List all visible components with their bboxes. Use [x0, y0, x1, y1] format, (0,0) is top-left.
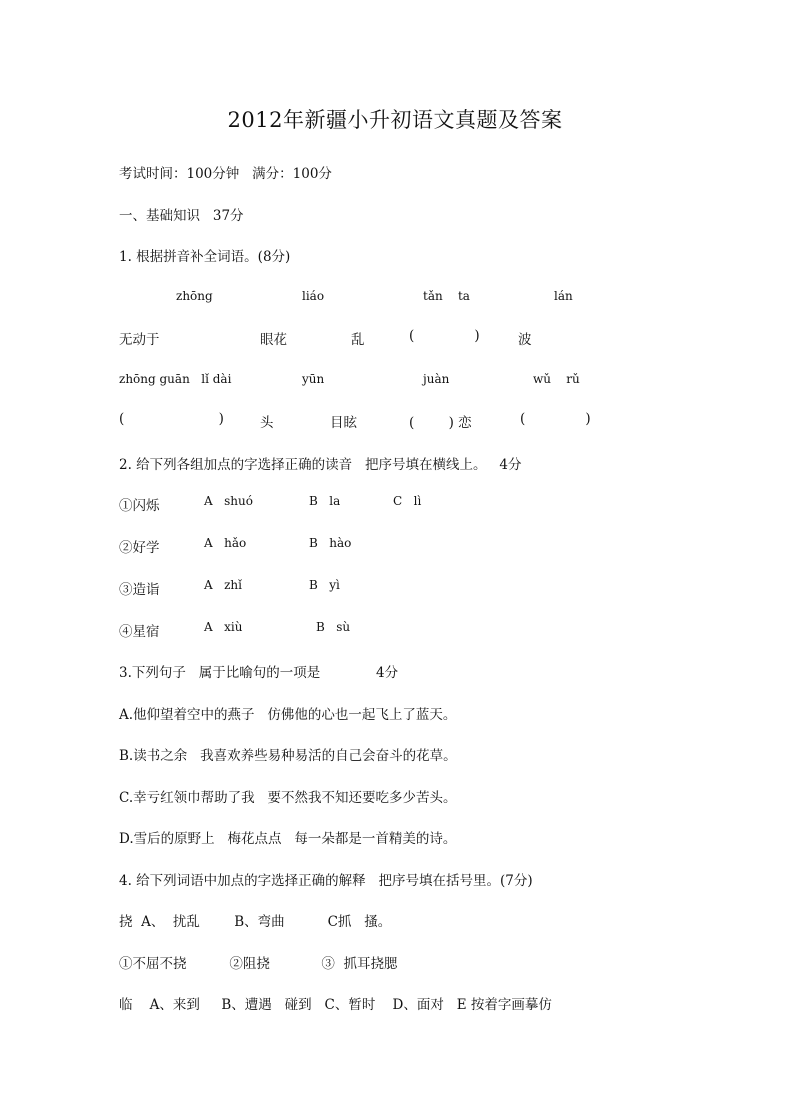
option-a: A xiù — [204, 620, 243, 634]
item-word: ①闪烁 — [119, 498, 160, 514]
option-line: B.读书之余 我喜欢养些易种易活的自己会奋斗的花草。 — [119, 748, 457, 764]
definition-line: 挠 A、 扰乱 B、弯曲 C抓 搔。 — [119, 914, 392, 930]
pinyin: liáo — [302, 289, 325, 303]
word-blank: 目眩 — [330, 415, 357, 431]
question-2-heading: 2. 给下列各组加点的字选择正确的读音 把序号填在横线上。 4分 — [119, 457, 522, 473]
pinyin: zhōng — [176, 289, 213, 303]
word-blank: 乱 — [351, 332, 365, 348]
pinyin: tǎn ta — [423, 289, 470, 303]
word-blank: 眼花 — [260, 332, 287, 348]
word-list: ①不屈不挠 ②阻挠 ③ 抓耳挠腮 — [119, 956, 398, 972]
option-b: B la — [309, 494, 341, 508]
item-word: ③造诣 — [119, 582, 160, 598]
word-blank: 无动于 — [119, 332, 160, 348]
word-blank: ( ) 恋 — [409, 415, 472, 431]
option-a: A hǎo — [204, 536, 247, 550]
item-word: ④星宿 — [119, 624, 160, 640]
option-line: D.雪后的原野上 梅花点点 每一朵都是一首精美的诗。 — [119, 831, 457, 847]
option-b: B hào — [309, 536, 352, 550]
word-blank: 头 — [260, 415, 274, 431]
pinyin: zhōng guān lǐ dài — [119, 372, 232, 386]
option-c: C lì — [393, 494, 422, 508]
option-a: A zhǐ — [204, 578, 242, 592]
word-blank: ( ) — [119, 411, 224, 427]
exam-info: 考试时间：100分钟 满分：100分 — [119, 166, 332, 182]
question-1-heading: 1. 根据拼音补全词语。(8分) — [119, 249, 291, 265]
word-blank: ( ) — [409, 328, 480, 344]
option-a: A shuó — [204, 494, 253, 508]
section-heading: 一、基础知识 37分 — [119, 208, 244, 224]
option-line: A.他仰望着空中的燕子 仿佛他的心也一起飞上了蓝天。 — [119, 707, 457, 723]
pinyin: lán — [554, 289, 573, 303]
pinyin: wǔ rǔ — [533, 372, 580, 386]
pinyin: yūn — [302, 372, 325, 386]
pinyin: juàn — [423, 372, 450, 386]
option-b: B sù — [316, 620, 351, 634]
question-3-heading: 3.下列句子 属于比喻句的一项是 4分 — [119, 665, 399, 681]
question-4-heading: 4. 给下列词语中加点的字选择正确的解释 把序号填在括号里。(7分) — [119, 873, 533, 889]
page-title: 2012年新疆小升初语文真题及答案 — [227, 108, 563, 132]
option-b: B yì — [309, 578, 340, 592]
word-blank: ( ) — [520, 411, 591, 427]
option-line: C.幸亏红领巾帮助了我 要不然我不知还要吃多少苦头。 — [119, 790, 457, 806]
word-blank: 波 — [518, 332, 532, 348]
item-word: ②好学 — [119, 540, 160, 556]
definition-line: 临 A、来到 B、遭遇 碰到 C、暂时 D、面对 E 按着字画摹仿 — [119, 997, 552, 1013]
